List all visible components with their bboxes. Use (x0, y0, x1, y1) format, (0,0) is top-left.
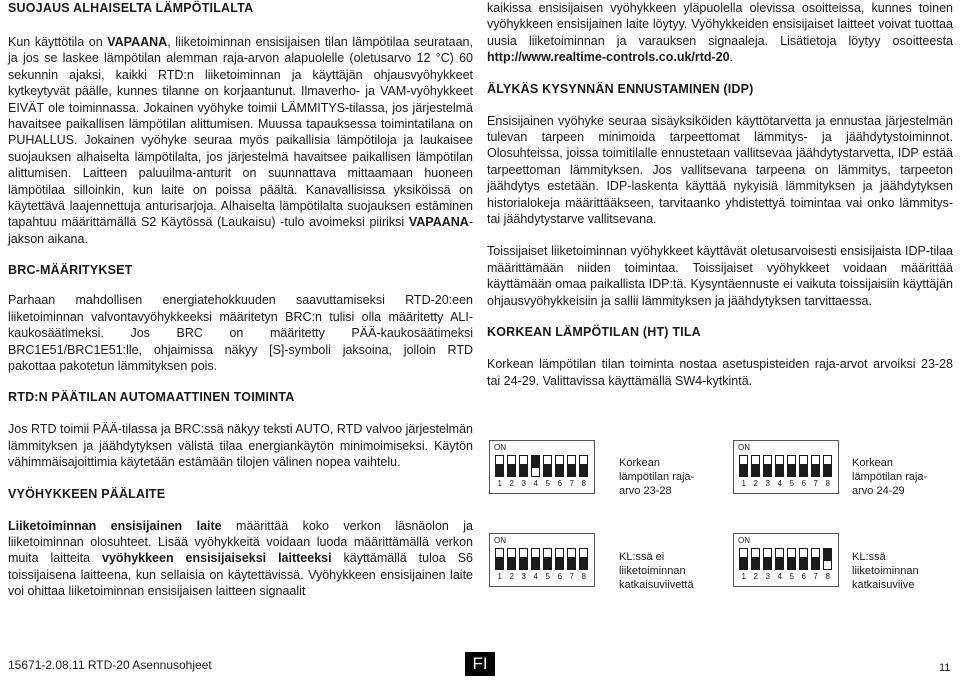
dip-switch-toggle (567, 455, 576, 477)
dip-switch-block (489, 440, 595, 494)
dip-switch-caption-line: arvo 24-29 (852, 485, 905, 497)
dip-switch-number: 6 (557, 479, 562, 488)
language-badge: FI (465, 652, 495, 676)
dip-switch-number: 4 (533, 479, 538, 488)
dip-switch-number: 2 (753, 479, 758, 488)
dip-switch-toggle (775, 548, 784, 570)
dip-switch-caption-line: lämpötilan raja- (619, 471, 695, 483)
dip-switch-caption-line: KL:ssä ei (619, 551, 665, 563)
dip-switch-toggle (519, 548, 528, 570)
dip-switch-toggle (763, 455, 772, 477)
dip-switch-block (489, 533, 595, 587)
dip-switch-on-label: ON (738, 536, 750, 545)
paragraph-auto: Jos RTD toimii PÄÄ-tilassa ja BRC:ssä näkyy teksti AUTO, RTD valvoo järjestelmän lämmityksen ja jäähdytyksen välistä tilaa energiankäytön minimoimiseksi. Käytön vähimmäisajoittimia käytetään estämään tilojen välinen nopea vaihtelu. (8, 422, 473, 470)
paragraph-idp-1: Ensisijainen vyöhyke seuraa sisäyksiköiden käyttötarvetta ja ennustaa järjestelmän tulevan tarpeen minimoida tarpeettomat lämmitys- ja jäähdytystoiminnot. Olosuhteissa, joissa toimitilalle ennustetaan vallitsevaa jäähdytystarvetta, IDP estää tarpeettoman lämmityksen. Jos vallitsevana tarpeena on lämmitys, tarpeeton jäähdytys estetään. IDP-laskenta käyttää nykyisiä lämmityksen ja jäähdytyksen historialokeja määrittääkseen, tarvitaanko yhdistettyä toimintaa vai onko lämmitys- tai jäähdytystarve vallitsevana. (487, 113, 953, 227)
dip-switch-toggle (519, 455, 528, 477)
dip-switch-toggle (579, 548, 588, 570)
dip-switch-number: 4 (777, 479, 782, 488)
paragraph-idp-2: Toissijaiset liiketoiminnan vyöhykkeet käyttävät oletusarvoisesti ensisijaista IDP-tilaa määrittämään niiden toimintaa. Toissijaiset vyöhykkeet voidaan määrittää käyttämään omaa paikallista IDP:tä. Kysyntäennuste ei vaikuta toissijaisiin käyttäjän ohjausvyöhykkeisiin ja sallii lämmityksen ja jäähdytyksen tarvittaessa. (487, 244, 953, 308)
dip-switch-number: 6 (801, 572, 806, 581)
dip-switch-on-label: ON (494, 536, 506, 545)
dip-switch-number: 4 (777, 572, 782, 581)
page-number: 11 (939, 662, 951, 674)
dip-switch-toggle (531, 548, 540, 570)
dip-switch-toggle (555, 548, 564, 570)
dip-switch-block (733, 440, 839, 494)
dip-switch-number: 8 (581, 572, 586, 581)
dip-switch-on-label: ON (738, 443, 750, 452)
dip-switch-number: 1 (741, 572, 746, 581)
dip-switch-caption (619, 550, 694, 592)
dip-switch-toggle (787, 455, 796, 477)
dip-switch-number: 2 (753, 572, 758, 581)
dip-switch-toggle (739, 548, 748, 570)
dip-switch-number: 8 (825, 479, 830, 488)
dip-switch-number: 3 (521, 572, 526, 581)
section-heading-idp: ÄLYKÄS KYSYNNÄN ENNUSTAMINEN (IDP) (487, 81, 754, 96)
dip-switch-number: 5 (545, 572, 550, 581)
footer-doc-id: 15671-2.08.11 RTD-20 Asennusohjeet (8, 658, 212, 672)
section-heading-zone-master: VYÖHYKKEEN PÄÄLAITE (8, 486, 166, 501)
dip-switch-caption (619, 456, 694, 498)
dip-switch-number: 5 (789, 572, 794, 581)
dip-switch-caption-line: liiketoiminnan (852, 565, 919, 577)
dip-switch-toggle (507, 548, 516, 570)
dip-switch-toggle (555, 455, 564, 477)
dip-switch-number: 3 (765, 479, 770, 488)
dip-switch-number: 1 (497, 479, 502, 488)
dip-switch-toggle (799, 455, 808, 477)
dip-switch-caption-line: KL:ssä (852, 551, 886, 563)
paragraph-brc: Parhaan mahdollisen energiatehokkuuden saavuttamiseksi RTD-20:een liiketoiminnan valvontavyöhykkeeksi määritetyn BRC:n tulisi olla määritetty ALI-kaukosäätimeksi. Jos BRC on määritetty PÄÄ-kaukosäätimeksi BRC1E51/BRC1E51:lle, ohjaimissa näkyy [S]-symboli jaksoina, jolloin RTD pakottaa pakotetun lämmityksen pois. (8, 293, 473, 373)
dip-switch-number: 7 (569, 479, 574, 488)
dip-switch-number: 5 (789, 479, 794, 488)
dip-switch-toggle (763, 548, 772, 570)
paragraph-ht: Korkean lämpötilan tilan toiminta nostaa asetuspisteiden raja-arvot arvoiksi 23-28 tai 24-29. Valittavissa käyttämällä SW4-kytkintä. (487, 357, 953, 388)
dip-switch-toggle (739, 455, 748, 477)
dip-switch-toggle (775, 455, 784, 477)
dip-switch-caption-line: Korkean (619, 457, 660, 469)
dip-switch-number: 7 (569, 572, 574, 581)
dip-switch-number: 3 (521, 479, 526, 488)
dip-switch-toggle (823, 548, 832, 570)
dip-switch-toggle (751, 548, 760, 570)
paragraph-zone-cont: kaikissa ensisijaisen vyöhykkeen yläpuolella olevissa osoitteissa, kunnes toinen vyöhykkeen ensisijainen laite löytyy. Vyöhykkeiden ensisijaiset laitteet voivat tuottaa uusia liiketoiminnan ja varauksen signaaleja. Lisätietoja löytyy osoitteesta http://www.realtime-controls.co.uk/rtd-20. (487, 1, 953, 65)
dip-switch-number: 1 (741, 479, 746, 488)
website-link[interactable]: http://www.realtime-controls.co.uk/rtd-20 (487, 50, 730, 65)
dip-switch-toggle (751, 455, 760, 477)
dip-switch-number: 5 (545, 479, 550, 488)
dip-switch-toggle (507, 455, 516, 477)
dip-switch-number: 4 (533, 572, 538, 581)
dip-switch-number: 7 (813, 572, 818, 581)
dip-switch-toggle (495, 455, 504, 477)
section-heading-ht: KORKEAN LÄMPÖTILAN (HT) TILA (487, 325, 701, 340)
dip-switch-toggle (811, 455, 820, 477)
dip-switch-number: 7 (813, 479, 818, 488)
paragraph-low-temp: Kun käyttötila on VAPAANA, liiketoiminnan ensisijaisen tilan lämpötilaa seurataan, ja jos se laskee lämpötilan alemman raja-arvon alapuolelle (oletusarvo 12 °C) 60 sekunnin ajaksi, kaikki RTD:n liiketoiminnan ja käyttäjän ohjausvyöhykkeet kytkeytyvät päälle, kunnes tilanne on korjaantunut. Ilmaverho- ja VAM-vyöhykkeet EIVÄT ole toiminnassa. Jokainen vyöhyke toimii LÄMMITYS-tilassa, jos järjestelmä havaitsee paikallisen lämpötilan alittumisen. Muussa tapauksessa toimintatilana on PUHALLUS. Jokainen vyöhyke seuraa myös paikallisia lämpötiloja ja laukaisee suojauksen alhaiselta lämpötilalta, jos järjestelmä havaitsee paikallisen lämpötilan alittumisen. Laitteen paluuilma-anturit on suunnattava mittaamaan huoneen lämpötilaa silloinkin, kun laite on poissa päältä. Kanavallisissa yksiköissä on käytettävä laajennettuja anturisarjoja. Alhaiselta lämpötilalta suojauksen estäminen tapahtuu määrittämällä S2 Käytössä (Laukaisu) -tulo avoimeksi piiriksi VAPAANA-jakson aikana. (8, 35, 473, 246)
dip-switch-caption (852, 456, 927, 498)
dip-switch-caption-line: katkaisuviive (852, 579, 915, 591)
dip-switch-toggle (811, 548, 820, 570)
dip-switch-number: 8 (825, 572, 830, 581)
dip-switch-caption-line: Korkean (852, 457, 893, 469)
dip-switch-number: 1 (497, 572, 502, 581)
dip-switch-toggle (799, 548, 808, 570)
dip-switch-number: 6 (801, 479, 806, 488)
dip-switch-number: 8 (581, 479, 586, 488)
right-column (487, 0, 953, 389)
dip-switch-block (733, 533, 839, 587)
dip-switch-caption-line: liiketoiminnan (619, 565, 686, 577)
dip-switch-caption (852, 550, 919, 592)
dip-switch-toggle (787, 548, 796, 570)
paragraph-zone-master: Liiketoiminnan ensisijainen laite määrittää koko verkon läsnäolon ja liiketoiminnan olosuhteet. Lisää vyöhykkeitä voidaan luoda määrittämällä verkon muita laitteita vyöhykkeen ensisijaiseksi laitteeksi käyttämällä tuloa S6 toissijaisena laitteena, kun sellaisia on käytettävissä. Vyöhykkeen ensisijainen laite voi ohittaa liiketoiminnan ensisijaisen laitteen signaalit (8, 518, 474, 599)
section-heading-auto: RTD:N PÄÄTILAN AUTOMAATTINEN TOIMINTA (8, 390, 295, 405)
dip-switch-toggle (543, 455, 552, 477)
dip-switch-toggle (543, 548, 552, 570)
dip-switch-number: 3 (765, 572, 770, 581)
dip-switch-toggle (823, 455, 832, 477)
section-heading-low-temp: SUOJAUS ALHAISELTA LÄMPÖTILALTA (8, 1, 254, 15)
dip-switch-caption-line: lämpötilan raja- (852, 471, 928, 483)
dip-switch-on-label: ON (494, 443, 506, 452)
dip-switch-number: 2 (509, 572, 514, 581)
dip-switch-number: 6 (557, 572, 562, 581)
dip-switch-toggle (495, 548, 504, 570)
left-column (8, 0, 473, 600)
dip-switch-toggle (567, 548, 576, 570)
dip-switch-caption-line: arvo 23-28 (619, 485, 672, 497)
section-heading-brc: BRC-MÄÄRITYKSET (8, 263, 133, 278)
dip-switch-toggle (579, 455, 588, 477)
dip-switch-caption-line: katkaisuviivettä (619, 579, 694, 591)
dip-switch-toggle (531, 455, 540, 477)
dip-switch-number: 2 (509, 479, 514, 488)
